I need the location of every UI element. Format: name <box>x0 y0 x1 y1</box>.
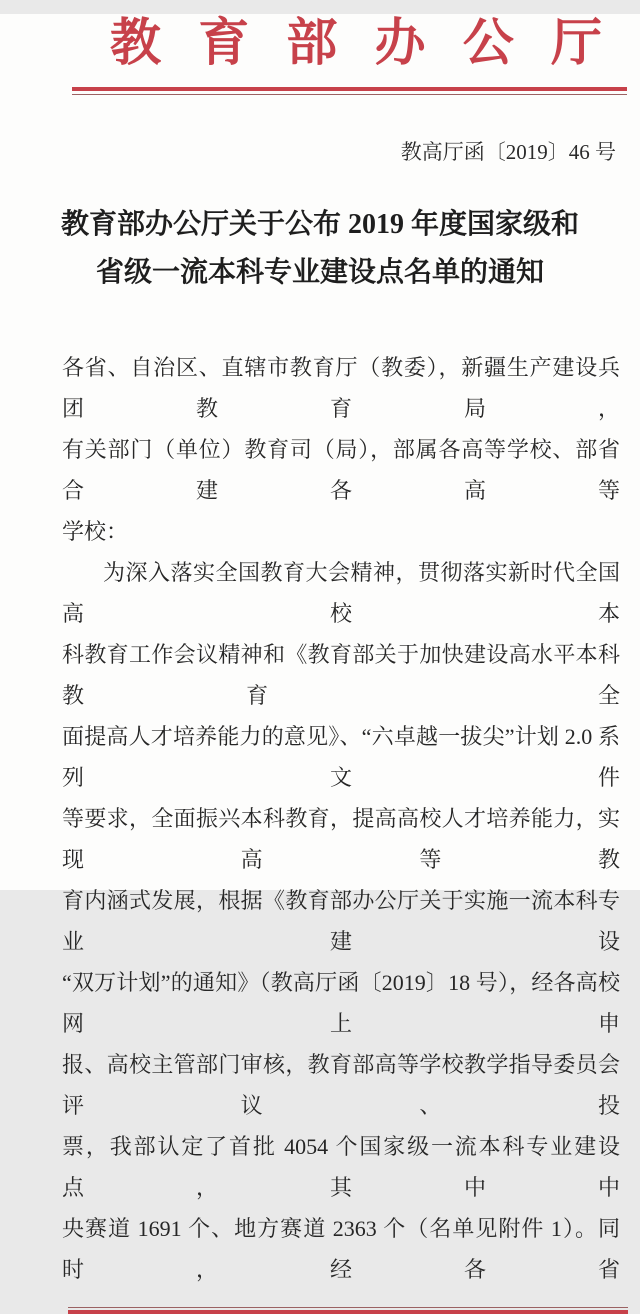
red-rule-bottom <box>68 1307 628 1314</box>
body-line: 等要求，全面振兴本科教育，提高高校人才培养能力，实现高等教 <box>62 806 620 872</box>
notice-title-line-2: 省级一流本科专业建设点名单的通知 <box>95 257 544 288</box>
red-rule-bottom-thin-line <box>68 1307 628 1308</box>
red-rule-top-thin-line <box>72 94 627 95</box>
document-body <box>62 347 620 1290</box>
body-line: 面提高人才培养能力的意见》、“六卓越一拔尖”计划 2.0 系列文件 <box>62 724 620 790</box>
body-line: 有关部门（单位）教育司（局），部属各高等学校、部省合建各高等 <box>62 437 620 503</box>
body-line: “双万计划”的通知》（教高厅函〔2019〕18 号），经各高校网上申 <box>62 970 620 1036</box>
agency-header-title: 教 育 部 办 公 厅 <box>110 16 602 72</box>
red-rule-top-thick-line <box>72 87 627 91</box>
document-page <box>0 14 640 1282</box>
document-number: 教高厅函〔2019〕46 号 <box>400 140 616 164</box>
body-line: 为深入落实全国教育大会精神，贯彻落实新时代全国高校本 <box>62 560 620 626</box>
body-line: 学校： <box>62 519 129 544</box>
body-line: 央赛道 1691 个、地方赛道 2363 个（名单见附件 1）。同时，经各省 <box>62 1216 620 1282</box>
red-rule-top <box>72 87 627 95</box>
body-line: 育内涵式发展，根据《教育部办公厅关于实施一流本科专业建设 <box>62 888 620 954</box>
notice-title <box>30 201 610 297</box>
notice-title-line-1: 教育部办公厅关于公布 2019 年度国家级和 <box>60 209 579 240</box>
body-line: 报、高校主管部门审核，教育部高等学校教学指导委员会评议、投 <box>62 1052 620 1118</box>
body-line: 票，我部认定了首批 4054 个国家级一流本科专业建设点，其中中 <box>62 1134 620 1200</box>
red-rule-bottom-thick-line <box>68 1310 628 1314</box>
body-line: 各省、自治区、直辖市教育厅（教委），新疆生产建设兵团教育局， <box>62 355 620 421</box>
body-line: 科教育工作会议精神和《教育部关于加快建设高水平本科教育 全 <box>62 642 620 708</box>
